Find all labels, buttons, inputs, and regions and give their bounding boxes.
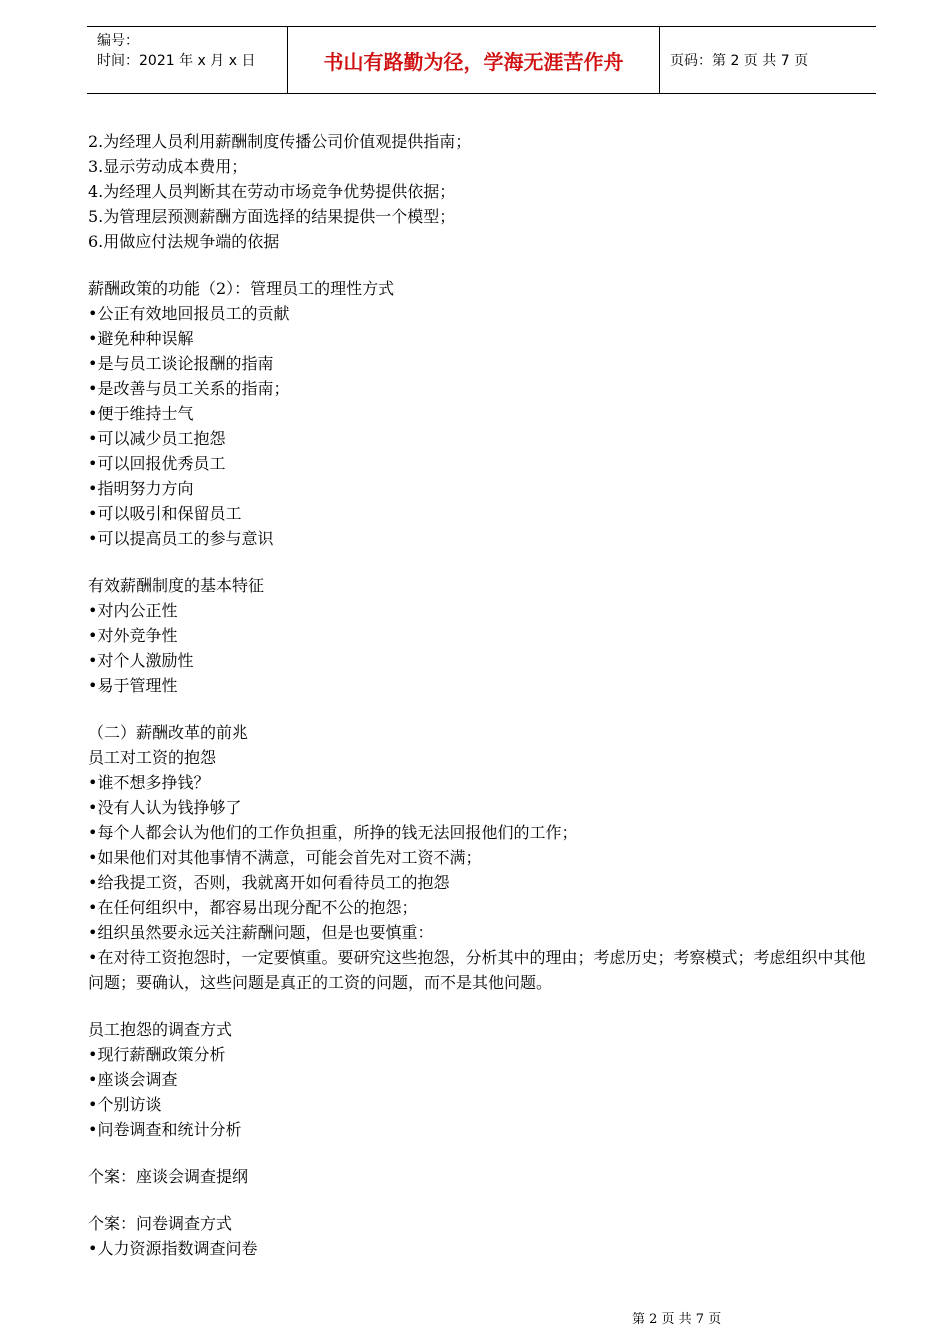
text-line: 4.为经理人员判断其在劳动市场竞争优势提供依据； (88, 182, 456, 201)
text-line: 2.为经理人员利用薪酬制度传播公司价值观提供指南； (88, 132, 472, 151)
paragraph-gap (88, 1142, 878, 1164)
paragraph-gap (88, 254, 878, 276)
text-line: •谁不想多挣钱？ (88, 773, 210, 792)
text-line: 3.显示劳动成本费用； (88, 157, 248, 176)
text-line: 有效薪酬制度的基本特征 (88, 576, 265, 595)
document-body (88, 129, 878, 1261)
text-line: （二）薪酬改革的前兆 (88, 723, 249, 742)
number-label: 编号： (97, 33, 139, 49)
text-line: •对内公正性 (88, 601, 178, 620)
page-header (87, 26, 876, 94)
text-line: 薪酬政策的功能（2）：管理员工的理性方式 (88, 279, 395, 298)
text-line: •如果他们对其他事情不满意，可能会首先对工资不满； (88, 848, 482, 867)
text-line: •个别访谈 (88, 1095, 162, 1114)
text-line: •在对待工资抱怨时，一定要慎重。要研究这些抱怨，分析其中的理由；考虑历史；考察模式；考虑组织中其他问题；要确认，这些问题是真正的工资的问题，而不是其他问题。 (88, 948, 866, 992)
text-line: •指明努力方向 (88, 479, 194, 498)
paragraph-gap (88, 1189, 878, 1211)
text-line: •避免种种误解 (88, 329, 194, 348)
text-line: •便于维持士气 (88, 404, 194, 423)
text-line: •是改善与员工关系的指南； (88, 379, 290, 398)
paragraph-gap (88, 698, 878, 720)
text-line: 6.用做应付法规争端的依据 (88, 232, 280, 251)
text-line: •可以吸引和保留员工 (88, 504, 242, 523)
text-line: •在任何组织中，都容易出现分配不公的抱怨； (88, 898, 418, 917)
text-line: •可以减少员工抱怨 (88, 429, 226, 448)
text-line: •对外竞争性 (88, 626, 178, 645)
text-line: 员工对工资的抱怨 (88, 748, 217, 767)
text-line: •对个人激励性 (88, 651, 194, 670)
time-label: 时间：2021 年 x 月 x 日 (97, 53, 256, 69)
text-line: •没有人认为钱挣够了 (88, 798, 242, 817)
text-line: 员工抱怨的调查方式 (88, 1020, 233, 1039)
text-line: •组织虽然要永远关注薪酬问题，但是也要慎重： (88, 923, 434, 942)
text-line: •座谈会调查 (88, 1070, 178, 1089)
text-line: •现行薪酬政策分析 (88, 1045, 226, 1064)
text-line: •公正有效地回报员工的贡献 (88, 304, 290, 323)
text-line: •可以提高员工的参与意识 (88, 529, 274, 548)
paragraph-gap (88, 551, 878, 573)
text-line: 个案：座谈会调查提纲 (88, 1167, 249, 1186)
motto: 书山有路勤为径，学海无涯苦作舟 (288, 27, 660, 93)
paragraph-gap (88, 995, 878, 1017)
text-line: •人力资源指数调查问卷 (88, 1239, 258, 1258)
page-number-label: 页码：第 2 页 共 7 页 (670, 53, 809, 69)
text-line: 5.为管理层预测薪酬方面选择的结果提供一个模型； (88, 207, 456, 226)
header-meta (87, 27, 288, 93)
text-line: •每个人都会认为他们的工作负担重，所挣的钱无法回报他们的工作； (88, 823, 578, 842)
text-line: •是与员工谈论报酬的指南 (88, 354, 274, 373)
text-line: 个案：问卷调查方式 (88, 1214, 233, 1233)
text-line: •问卷调查和统计分析 (88, 1120, 242, 1139)
text-line: •可以回报优秀员工 (88, 454, 226, 473)
footer-page-number: 第 2 页 共 7 页 (632, 1312, 722, 1327)
text-line: •易于管理性 (88, 676, 178, 695)
text-line: •给我提工资，否则，我就离开如何看待员工的抱怨 (88, 873, 450, 892)
